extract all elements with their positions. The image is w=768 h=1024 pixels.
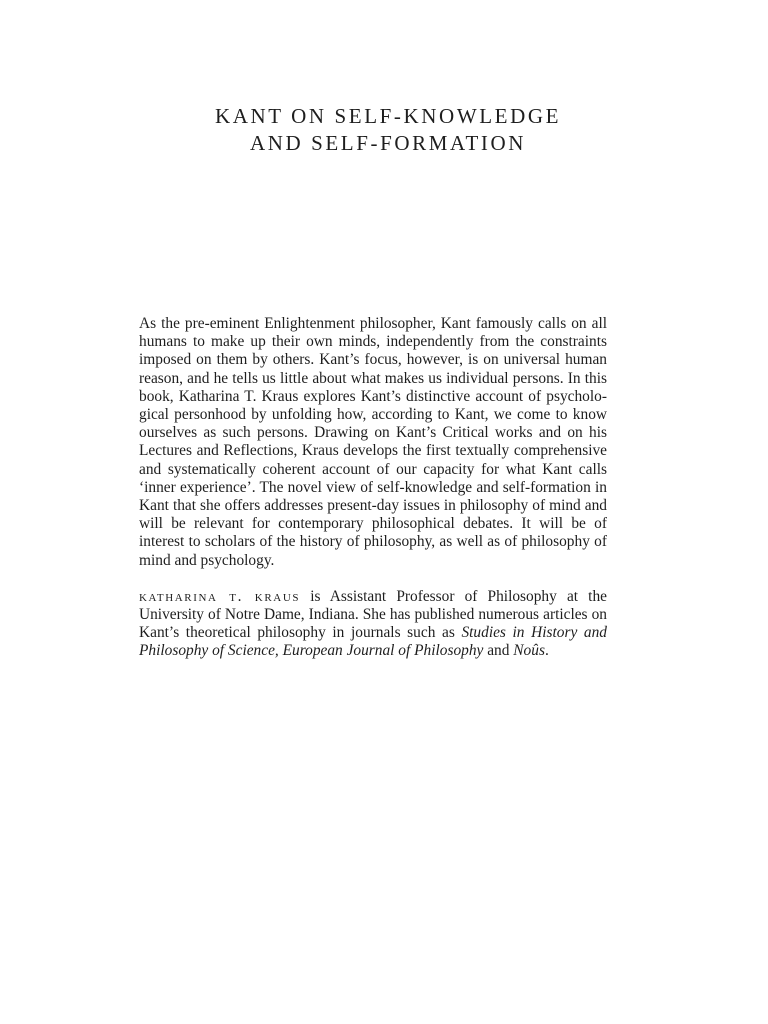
author-bio-text-2: and [483, 642, 514, 660]
author-bio-journal-last: Noûs [513, 642, 545, 660]
book-title-line-2: AND SELF-FORMATION [249, 131, 527, 155]
author-bio-journals: Studies in History and Philosophy of Science, European Journal of Philosophy [139, 624, 607, 660]
book-title-line-1: KANT ON SELF-KNOWLEDGE [214, 104, 562, 128]
blurb-text-block [139, 315, 607, 661]
author-bio [139, 588, 607, 661]
author-name: katharina t. kraus [139, 587, 301, 605]
author-bio-text-1: is Assistant Professor of Philosophy at the University of Notre Dame, Indiana. She has published numerous articles on Kant’s theoretical philosophy in journals such as [139, 587, 607, 642]
book-description: As the pre-eminent Enlightenment philosopher, Kant famously calls on all humans to make up their own minds, independently from the constraints imposed on them by others. Kant’s focus, however, is on universal human reason, and he tells us little about what makes us individual persons. In this book, Katharina T. Kraus explores Kant’s distinctive account of psychological personhood by unfolding how, according to Kant, we come to know ourselves as such persons. Drawing on Kant’s Critical works and on his Lectures and Reflections, Kraus develops the first textually comprehensive and systematically coherent account of our capacity for what Kant calls ‘inner experience’. The novel view of self-knowledge and self-formation in Kant that she offers addresses present-day issues in philosophy of mind and will be relevant for contemporary philosophical debates. It will be of interest to scholars of the history of philosophy, as well as of philosophy of mind and psychology. [139, 315, 607, 569]
book-title [0, 103, 768, 157]
author-bio-text-3: . [544, 642, 549, 660]
